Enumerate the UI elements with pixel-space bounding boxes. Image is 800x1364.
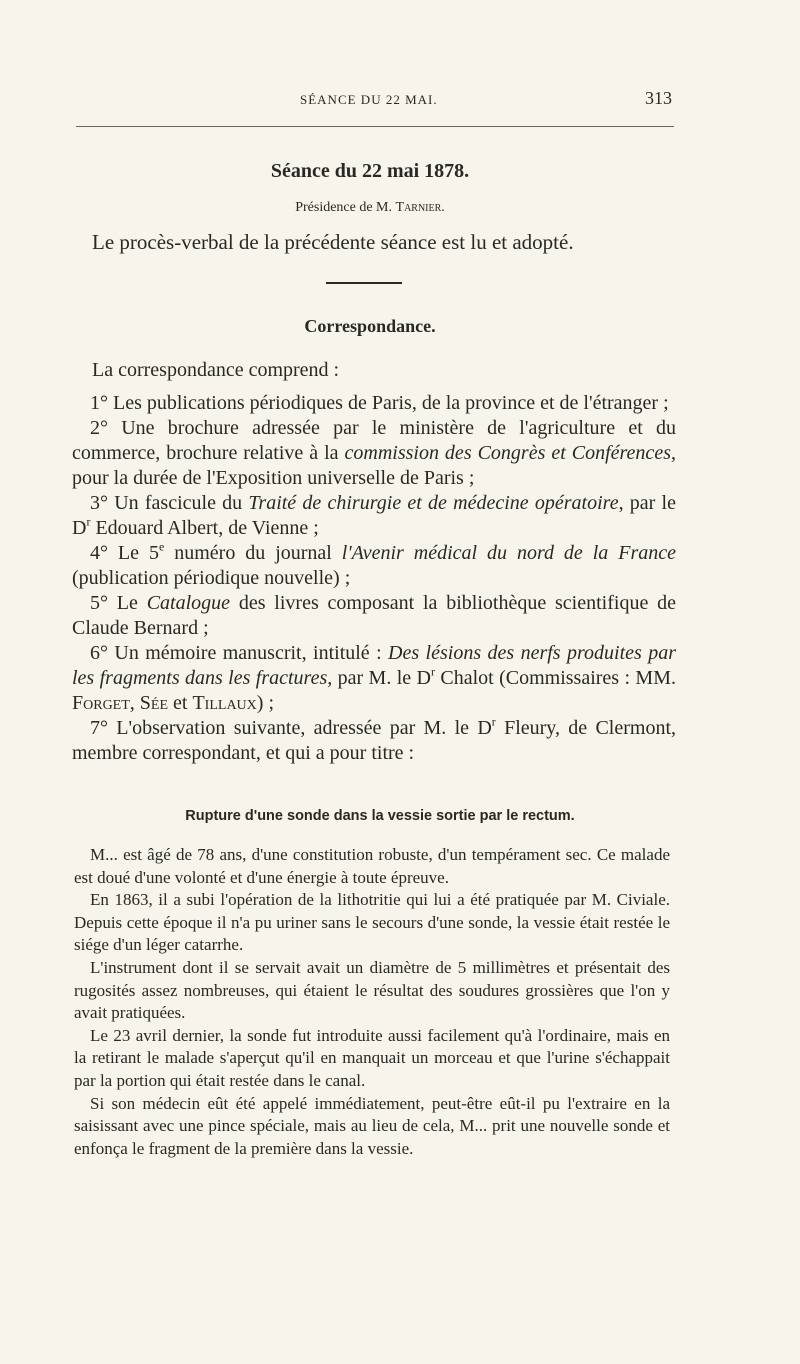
item-text: , pour la durée de l'Exposition universelle de Paris ;	[72, 442, 676, 489]
item-superscript: r	[491, 714, 496, 729]
proces-verbal: Le procès-verbal de la précédente séance est lu et adopté.	[92, 230, 574, 254]
item-text: Fleury, de Clermont, membre correspondant, et qui a pour titre :	[72, 717, 677, 764]
presidence-line	[0, 200, 740, 216]
item-text: 4° Le 5	[90, 542, 159, 564]
observation-paragraph: L'instrument dont il se servait avait un diamètre de 5 millimètres et présentait des rugosités assez nombreuses, qui étaient le résultat des soudures grossières que l'on y avait pratiquées.	[74, 957, 670, 1023]
item-italic: Catalogue	[146, 592, 231, 614]
item-text: Chalot (Commissaires : MM.	[435, 667, 676, 689]
observation-paragraph: Le 23 avril dernier, la sonde fut introduite aussi facilement qu'à l'ordinaire, mais en la retirant le malade s'aperçut qu'il en manquait un morceau et que l'urine s'échappait par la portion qui était restée dans le canal.	[74, 1025, 670, 1090]
commissioner-name: Tillaux	[192, 692, 257, 714]
list-item	[72, 491, 676, 541]
list-item	[72, 591, 676, 641]
item-text: numéro du journal	[164, 542, 342, 564]
president-name: Tarnier.	[395, 200, 445, 215]
section-divider	[326, 282, 402, 284]
item-italic: l'Avenir médical du nord de la France	[341, 542, 676, 564]
item-text: des livres composant la bibliothèque scientifique de Claude Bernard ;	[72, 592, 676, 639]
correspondance-list	[72, 358, 676, 766]
item-text: 7° L'observation suivante, adressée par M. le D	[90, 717, 492, 739]
item-italic: Traité de chirurgie et de médecine opératoire	[248, 492, 619, 514]
observation-paragraph: En 1863, il a subi l'opération de la lithotritie qui lui a été pratiquée par M. Civiale. Depuis cette époque il n'a pu uriner sans le secours d'une sonde, la vessie était restée le siége d'un léger catarrhe.	[74, 890, 670, 955]
list-item	[72, 416, 676, 491]
item-text: 3° Un fascicule du	[90, 492, 249, 514]
header-rule	[76, 126, 674, 127]
item-text: et	[168, 692, 193, 714]
list-item	[72, 541, 676, 591]
item-text: ) ;	[256, 692, 275, 714]
item-italic: commission des Congrès et Conférences	[344, 442, 671, 464]
presidence-prefix: Présidence de M.	[295, 200, 396, 215]
commissioner-name: Forget	[72, 692, 130, 714]
observation-title: Rupture d'une sonde dans la vessie sortie par le rectum.	[185, 808, 575, 824]
observation-paragraph: M... est âgé de 78 ans, d'une constitution robuste, d'un tempérament sec. Ce malade est doué d'une volonté et d'une énergie à toute épreuve.	[74, 845, 670, 887]
item-italic: Des lésions des nerfs produites par les fragments dans les fractures,	[72, 642, 676, 689]
list-item: 1° Les publications périodiques de Paris, de la province et de l'étranger ;	[90, 392, 669, 414]
item-text: 6° Un mémoire manuscrit, intitulé :	[90, 642, 389, 664]
seance-title: Séance du 22 mai 1878.	[270, 160, 470, 182]
item-superscript: r	[86, 514, 91, 529]
list-item	[72, 716, 676, 766]
running-head	[0, 86, 800, 110]
item-text: ,	[129, 692, 140, 714]
item-text: 2° Une brochure adressée par le ministère de l'agriculture et du commerce, brochure relative à la	[72, 417, 676, 464]
item-text: , par le D	[72, 492, 676, 539]
item-text: (publication périodique nouvelle) ;	[72, 567, 351, 589]
correspondance-intro: La correspondance comprend :	[92, 359, 340, 381]
correspondance-heading: Correspondance.	[304, 316, 436, 336]
item-text: Edouard Albert, de Vienne ;	[90, 517, 319, 539]
list-item	[72, 641, 676, 716]
item-text: 5° Le	[90, 592, 147, 614]
commissioner-name: Sée	[139, 692, 169, 714]
observation-paragraph: Si son médecin eût été appelé immédiatement, peut-être eût-il pu l'extraire en la saisissant avec une pince spéciale, mais au lieu de cela, M... prit une nouvelle sonde et enfonça le fragment de la première dans la vessie.	[74, 1093, 670, 1158]
observation-body	[74, 844, 670, 1160]
running-title: SÉANCE DU 22 MAI.	[300, 92, 438, 107]
item-text: par M. le D	[332, 667, 431, 689]
item-superscript: r	[431, 664, 435, 679]
item-superscript: e	[158, 539, 165, 554]
page-number: 313	[645, 88, 672, 108]
